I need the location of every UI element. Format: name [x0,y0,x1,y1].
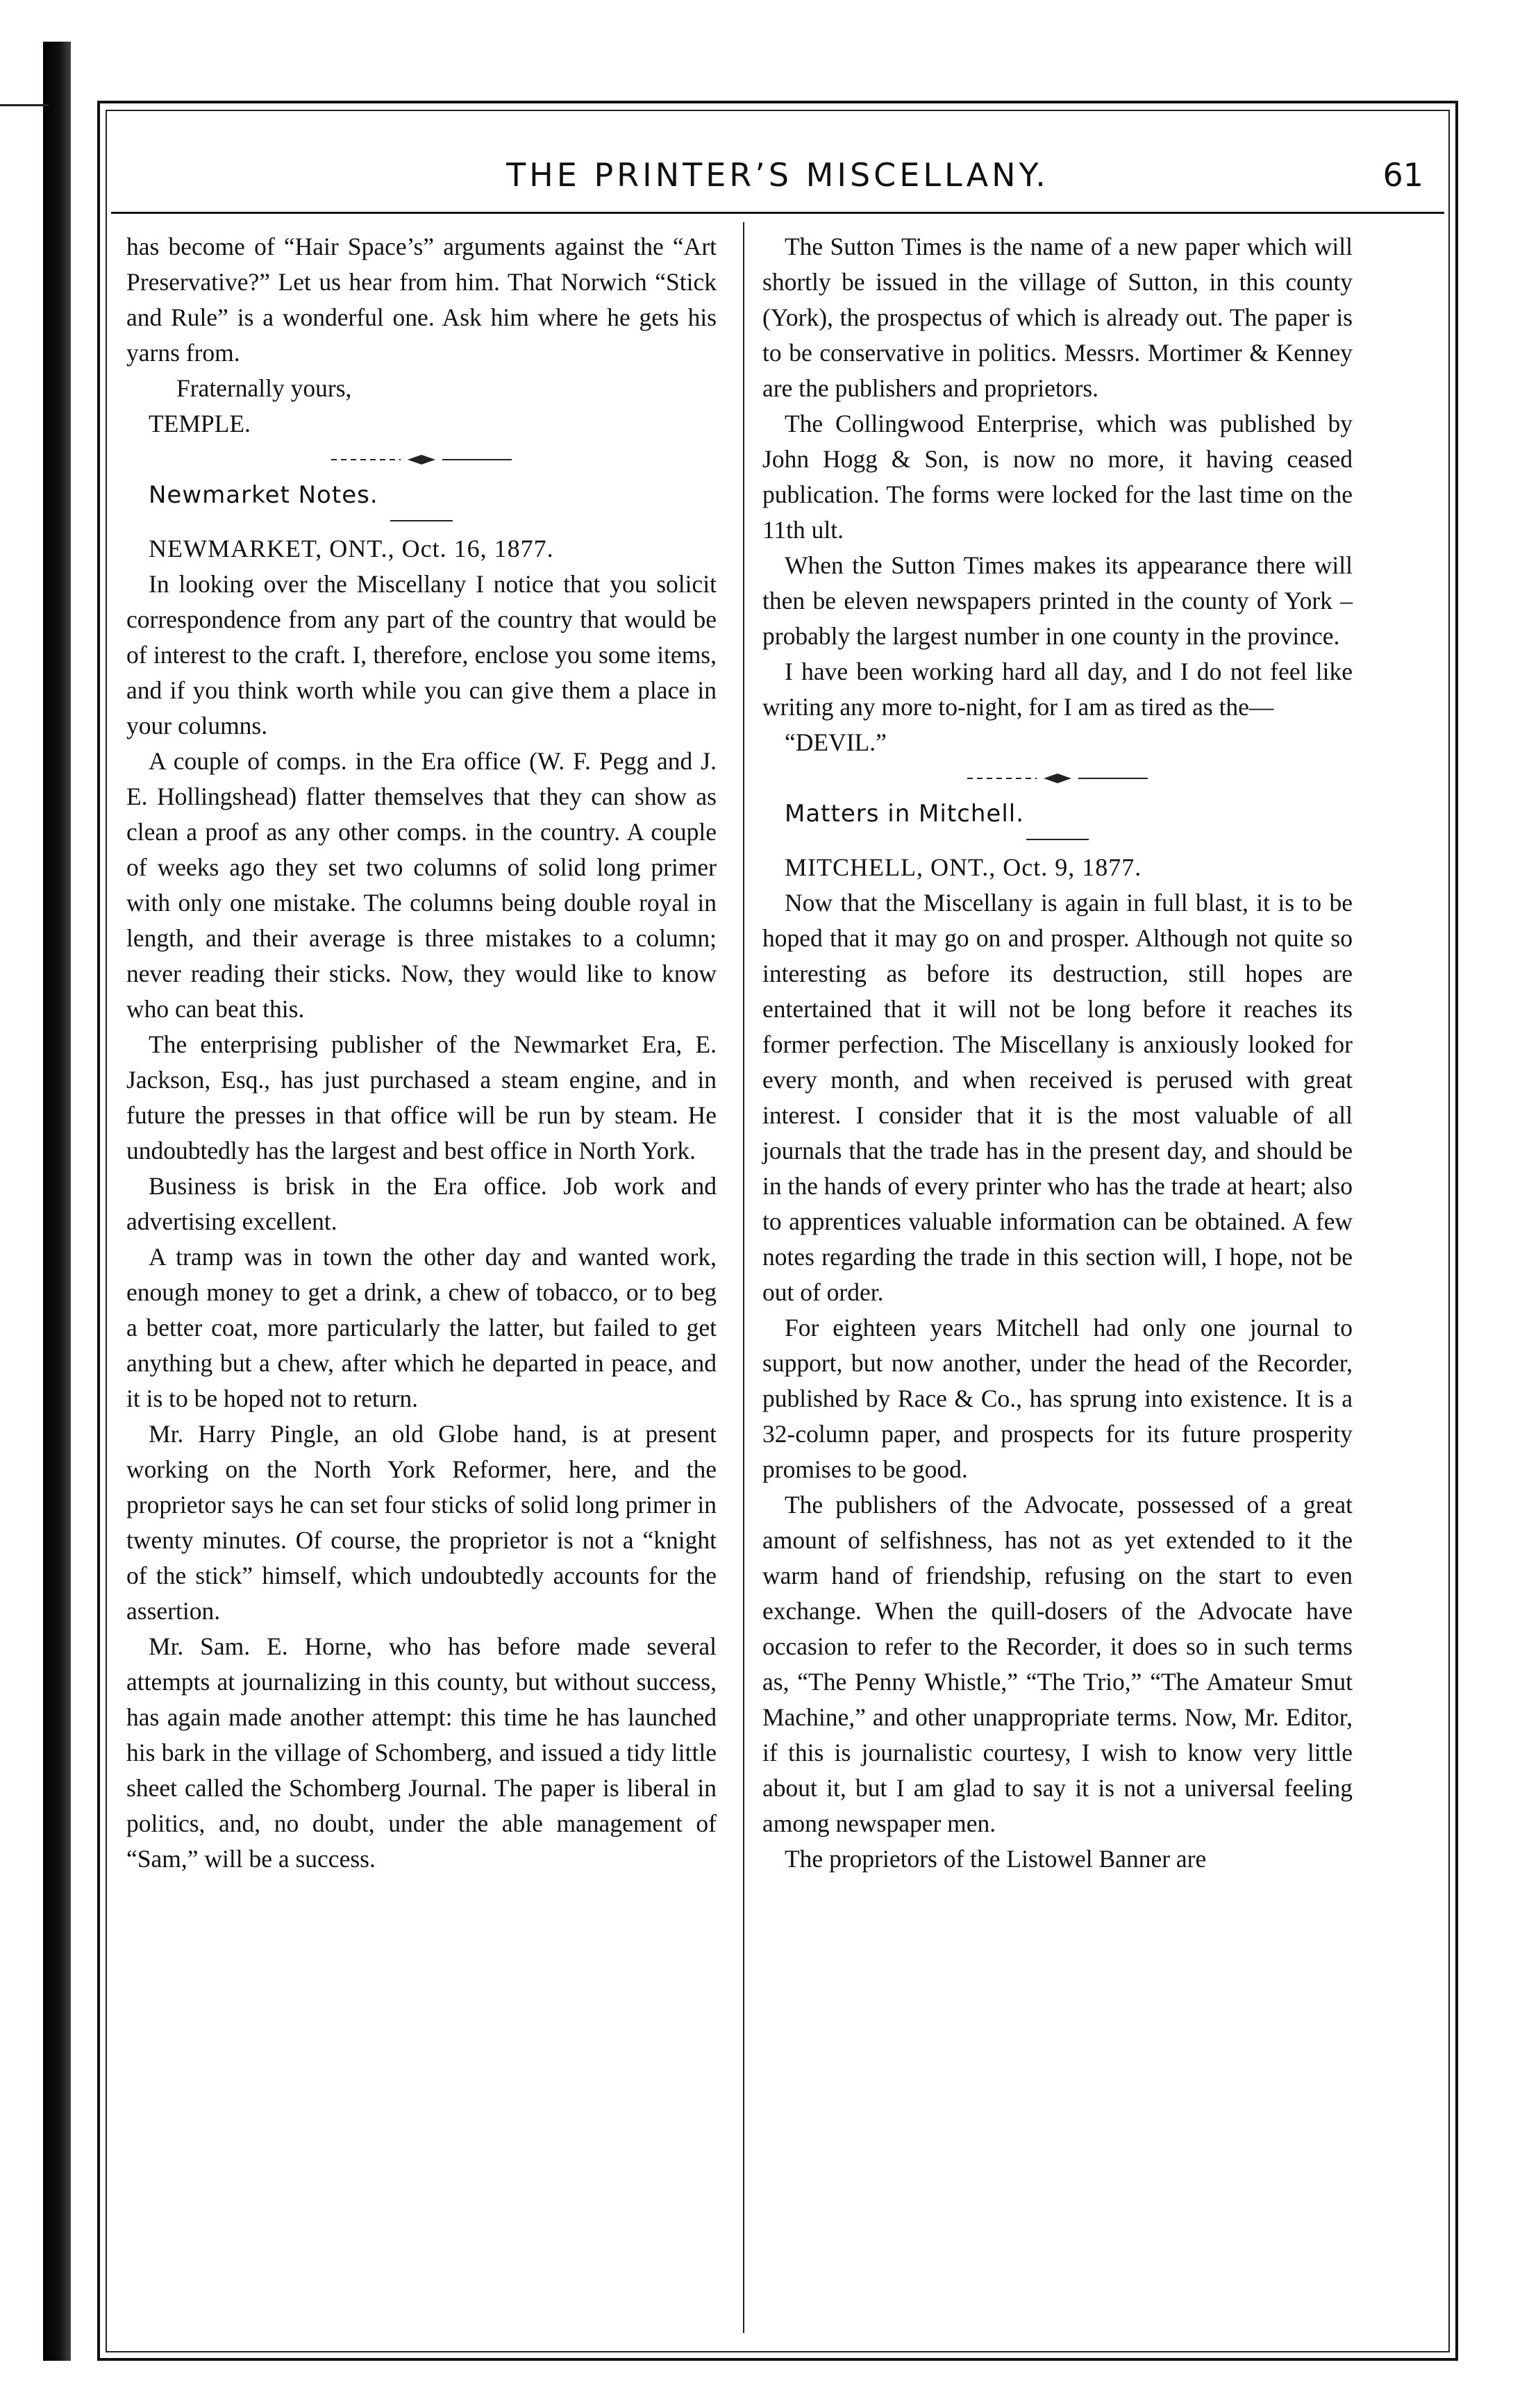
paragraph [762,654,1353,725]
paragraph: The enterprising publisher of the Newmarket Era, E. Jackson, Esq., has just purchased a steam engine, and in future the presses in that office will be run by steam. He undoubtedly has the largest and best office in North York. [126,1030,717,1164]
page-edge-line [0,104,49,106]
paragraph: Business is brisk in the Era office. Job work and advertising excellent. [126,1172,717,1235]
letter-signature: TEMPLE. [149,410,251,437]
paragraph: Mr. Harry Pingle, an old Globe hand, is at present working on the North York Reformer, here, and the proprietor says he can set four sticks of solid long primer in twenty minutes. Of course, the proprietor is not a “knight of the stick” himself, which undoubtedly accounts for the assertion. [126,1420,717,1625]
paragraph-text: I have been working hard all day, and I do not feel like writing any more to-night, for I am as tired as the— [762,658,1353,721]
dateline-newmarket: NEWMARKET, ONT., Oct. 16, 1877. [149,535,554,562]
header-rule [111,212,1444,214]
letter-closing: Fraternally yours, [176,374,352,402]
paragraph: Mr. Sam. E. Horne, who has before made several attempts at journalizing in this county, but without success, has again made another attempt: this time he has launched his bark in the village of Schomberg, and issued a tidy little sheet called the Schomberg Journal. The paper is liberal in politics, and, no doubt, under the able management of “Sam,” will be a success. [126,1632,717,1873]
paragraph: A couple of comps. in the Era office (W. F. Pegg and J. E. Hollingshead) flatter themselves that they can show as clean a proof as any other comps. in the country. A couple of weeks ago they set two columns of solid long primer with only one mistake. The columns being double royal in length, and their average is three mistakes to a column; never reading their sticks. Now, they would like to know who can beat this. [126,747,717,1023]
column-rule [743,222,744,2333]
paragraph: When the Sutton Times makes its appearance there will then be eleven newspapers printed in the county of York – probably the largest number in one county in the province. [762,551,1353,650]
paragraph: The proprietors of the Listowel Banner are [785,1845,1207,1873]
page-header [118,156,1437,205]
letter-signature: “DEVIL.” [785,728,887,756]
heading-rule [1026,839,1089,840]
paragraph: The Sutton Times is the name of a new paper which will shortly be issued in the village of Sutton, in this county (York), the prospectus of which is already out. The paper is to be conservative in politics. Messrs. Mortimer & Kenney are the publishers and proprietors. [762,233,1353,402]
ornamental-separator [762,766,1353,791]
paragraph: The publishers of the Advocate, possessed of a great amount of selfishness, has not as yet extended to it the warm hand of friendship, refusing on the start to even exchange. When the quill-dosers of the Advocate have occasion to refer to the Recorder, it does so in such terms as, “The Penny Whistle,” “The Trio,” “The Amateur Smut Machine,” and other unappropriate terms. Now, Mr. Editor, if this is journalistic courtesy, I wish to know very little about it, but I am glad to say it is not a universal feeling among newspaper men. [762,1491,1353,1837]
paragraph: For eighteen years Mitchell had only one journal to support, but now another, under the head of the Recorder, published by Race & Co., has sprung into existence. It is a 32-column paper, and prospects for its future prosperity promises to be good. [762,1314,1353,1483]
ornamental-separator [126,447,717,472]
paragraph: A tramp was in town the other day and wanted work, enough money to get a drink, a chew of tobacco, or to beg a better coat, more particularly the latter, but failed to get anything but a chew, after which he departed in peace, and it is to be hoped not to return. [126,1243,717,1412]
article-heading-mitchell: Matters in Mitchell. [785,800,1025,828]
left-column [126,229,717,1877]
paragraph: The Collingwood Enterprise, which was published by John Hogg & Son, is now no more, it having ceased publication. The forms were locked for the last time on the 11th ult. [762,410,1353,544]
dateline-mitchell: MITCHELL, ONT., Oct. 9, 1877. [785,853,1142,881]
binding-edge [43,42,71,2361]
paragraph: In looking over the Miscellany I notice that you solicit correspondence from any part of the country that would be of interest to the craft. I, therefore, enclose you some items, and if you think worth while you can give them a place in your columns. [126,570,717,739]
page-number: 61 [1382,156,1423,194]
article-heading-newmarket: Newmarket Notes. [149,481,378,509]
running-head: THE PRINTER’S MISCELLANY. [506,156,1049,194]
heading-rule [390,520,453,521]
letter-continuation: has become of “Hair Space’s” arguments against the “Art Preservative?” Let us hear from him. That Norwich “Stick and Rule” is a wonderful one. Ask him where he gets his yarns from. [126,233,717,367]
right-column [762,229,1353,1877]
paragraph: Now that the Miscellany is again in full blast, it is to be hoped that it may go on and prosper. Although not quite so interesting as before its destruction, still hopes are entertained that it will not be long before it reaches its former perfection. The Miscellany is anxiously looked for every month, and when received is perused with great interest. I consider that it is the most valuable of all journals that the trade has in the present day, and should be in the hands of every printer who has the trade at heart; also to apprentices valuable information can be obtained. A few notes regarding the trade in this section will, I hope, not be out of order. [762,889,1353,1306]
